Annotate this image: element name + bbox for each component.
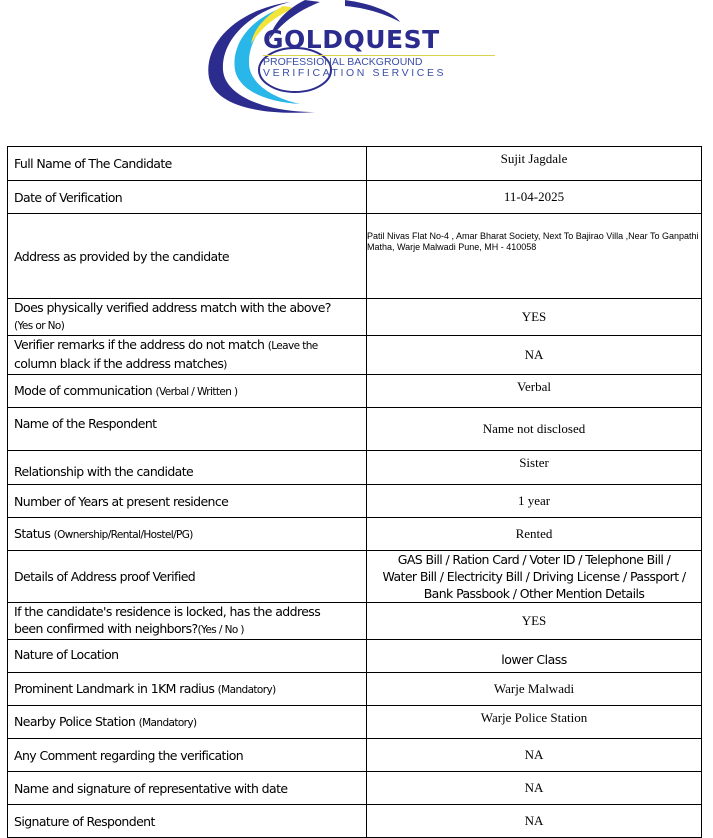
label-note: (Yes / No ) bbox=[197, 624, 244, 636]
table-row bbox=[8, 451, 702, 485]
landmark-value: Warje Malwadi bbox=[367, 673, 702, 706]
row-label bbox=[8, 518, 367, 551]
respondent-signature-value: NA bbox=[367, 805, 702, 838]
row-label bbox=[8, 673, 367, 706]
table-row bbox=[8, 805, 702, 838]
row-label bbox=[8, 706, 367, 739]
verification-table bbox=[7, 146, 702, 838]
label-text: Prominent Landmark in 1KM radius bbox=[14, 680, 215, 696]
residence-status-value: Rented bbox=[367, 518, 702, 551]
nature-of-location-value: lower Class bbox=[367, 640, 702, 673]
table-row bbox=[8, 551, 702, 603]
table-row bbox=[8, 485, 702, 518]
table-row bbox=[8, 181, 702, 214]
row-label: Relationship with the candidate bbox=[8, 451, 367, 485]
table-row bbox=[8, 408, 702, 451]
label-note: (Mandatory) bbox=[138, 716, 197, 729]
row-label: Nature of Location bbox=[8, 640, 367, 673]
tagline-line2: VERIFICATION SERVICES bbox=[263, 67, 447, 79]
row-label: Address as provided by the candidate bbox=[8, 214, 367, 299]
row-label: Any Comment regarding the verification bbox=[8, 739, 367, 772]
proof-line3: Bank Passbook / Other Mention Details bbox=[423, 586, 645, 601]
row-label bbox=[8, 336, 367, 375]
proof-line1: GAS Bill / Ration Card / Voter ID / Telephone Bill / bbox=[397, 552, 671, 567]
row-label: Name and signature of representative with date bbox=[8, 772, 367, 805]
label-text: Does physically verified address match with the above? bbox=[14, 300, 331, 315]
brand-name bbox=[263, 26, 495, 54]
label-note: (Ownership/Rental/Hostel/PG) bbox=[53, 528, 193, 541]
police-station-value: Warje Police Station bbox=[367, 706, 702, 739]
label-text: Verifier remarks if the address do not match bbox=[14, 337, 265, 352]
address-proof-value bbox=[367, 551, 702, 603]
table-row bbox=[8, 772, 702, 805]
relationship-value: Sister bbox=[367, 451, 702, 485]
row-label bbox=[8, 603, 367, 640]
table-row bbox=[8, 147, 702, 181]
label-text: Nearby Police Station bbox=[14, 713, 136, 729]
row-label bbox=[8, 375, 367, 408]
table-row bbox=[8, 603, 702, 640]
comment-value: NA bbox=[367, 739, 702, 772]
brand-part-quest: QUEST bbox=[343, 25, 440, 54]
label-note: (Leave the bbox=[267, 340, 318, 352]
table-row bbox=[8, 706, 702, 739]
label-text-line2: been confirmed with neighbors? bbox=[14, 621, 198, 636]
verification-date-value: 11-04-2025 bbox=[367, 181, 702, 214]
table-row bbox=[8, 518, 702, 551]
row-label: Signature of Respondent bbox=[8, 805, 367, 838]
tagline-line1: PROFESSIONAL BACKGROUND bbox=[263, 56, 423, 68]
candidate-name-value: Sujit Jagdale bbox=[367, 147, 702, 181]
label-note: (Verbal / Written ) bbox=[155, 385, 238, 398]
mode-of-communication-value: Verbal bbox=[367, 375, 702, 408]
representative-signature-value: NA bbox=[367, 772, 702, 805]
label-note: (Mandatory) bbox=[217, 683, 276, 696]
row-label: Full Name of The Candidate bbox=[8, 147, 367, 181]
brand-part-gold: GOLD bbox=[263, 25, 344, 54]
table-row bbox=[8, 673, 702, 706]
verifier-remarks-value: NA bbox=[367, 336, 702, 375]
row-label: Date of Verification bbox=[8, 181, 367, 214]
address-match-value: YES bbox=[367, 299, 702, 336]
table-row bbox=[8, 375, 702, 408]
label-text-line2: column black if the address matches bbox=[14, 356, 224, 371]
row-label: Details of Address proof Verified bbox=[8, 551, 367, 603]
table-row bbox=[8, 739, 702, 772]
label-text: If the candidate's residence is locked, has the address bbox=[14, 604, 321, 619]
table-row bbox=[8, 214, 702, 299]
years-at-residence-value: 1 year bbox=[367, 485, 702, 518]
label-note: (Yes or No) bbox=[14, 320, 65, 332]
label-text: Status bbox=[14, 525, 51, 541]
neighbors-confirmed-value: YES bbox=[367, 603, 702, 640]
table-row bbox=[8, 336, 702, 375]
label-text: Mode of communication bbox=[14, 382, 153, 398]
respondent-name-value: Name not disclosed bbox=[367, 408, 702, 451]
row-label bbox=[8, 299, 367, 336]
label-note: ) bbox=[223, 359, 227, 371]
goldquest-logo bbox=[195, 0, 515, 118]
row-label: Number of Years at present residence bbox=[8, 485, 367, 518]
table-row bbox=[8, 299, 702, 336]
proof-line2: Water Bill / Electricity Bill / Driving License / Passport / bbox=[382, 569, 686, 584]
table-row bbox=[8, 640, 702, 673]
row-label: Name of the Respondent bbox=[8, 408, 367, 451]
address-value: Patil Nivas Flat No-4 , Amar Bharat Society, Next To Bajirao Villa ,Near To Ganpathi Matha, Warje Malwadi Pune, MH - 410058 bbox=[367, 214, 702, 299]
